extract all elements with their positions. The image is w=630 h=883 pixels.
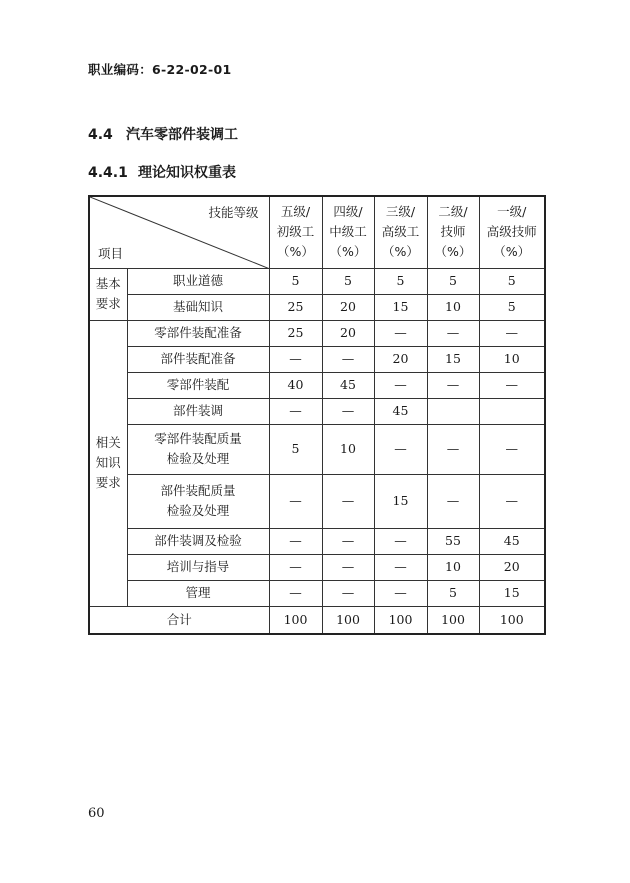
total-value: 100 [479,606,545,634]
corner-label-item: 项目 [98,245,124,261]
cell-value: — [322,528,374,554]
row-item: 部件装调 [127,398,269,424]
cell-value: — [427,424,479,474]
cell-value: — [269,528,322,554]
cell-value: 15 [479,580,545,606]
level-header-4: 四级/ 中级工 （%） [322,196,374,268]
cell-value: — [427,372,479,398]
cell-value: 25 [269,320,322,346]
cell-value: 10 [427,294,479,320]
cell-value: — [479,474,545,528]
cell-value: — [427,320,479,346]
total-value: 100 [322,606,374,634]
table-row [89,424,545,474]
cell-value: 5 [374,268,427,294]
corner-label-level: 技能等级 [208,205,259,220]
table-corner-cell [89,196,269,268]
cell-value: 20 [479,554,545,580]
section-title: 汽车零部件装调工 [126,127,238,143]
cell-value: 15 [374,294,427,320]
cell-value: 45 [479,528,545,554]
cell-value: 10 [479,346,545,372]
section-heading [88,124,238,144]
row-item: 零部件装配 [127,372,269,398]
cell-value: — [374,528,427,554]
cell-value: — [479,424,545,474]
level-header-2: 二级/ 技师 （%） [427,196,479,268]
cell-value: — [322,346,374,372]
cell-value: — [374,424,427,474]
section-number: 4.4 [88,127,113,143]
cell-value: — [269,580,322,606]
row-item: 职业道德 [127,268,269,294]
table-total-row [89,606,545,634]
cell-value: — [322,580,374,606]
cell-value: — [269,474,322,528]
cell-value: 5 [269,268,322,294]
cell-value: — [374,580,427,606]
cell-value: — [427,474,479,528]
cell-value: — [269,554,322,580]
total-value: 100 [269,606,322,634]
total-value: 100 [374,606,427,634]
cell-value: 20 [322,320,374,346]
level-header-1: 一级/ 高级技师 （%） [479,196,545,268]
cell-value: 45 [374,398,427,424]
cell-value: — [374,320,427,346]
cell-value: — [374,372,427,398]
total-label: 合计 [89,606,269,634]
table-row [89,320,545,346]
row-item: 零部件装配质量 检验及处理 [127,424,269,474]
cell-value: 10 [427,554,479,580]
row-item: 基础知识 [127,294,269,320]
total-value: 100 [427,606,479,634]
level-header-5: 五级/ 初级工 （%） [269,196,322,268]
row-item: 部件装配准备 [127,346,269,372]
cell-value: — [479,372,545,398]
cell-value: — [322,398,374,424]
cell-value [479,398,545,424]
level-header-3: 三级/ 高级工 （%） [374,196,427,268]
cell-value: 20 [374,346,427,372]
cell-value: — [322,474,374,528]
page-number: 60 [88,806,105,821]
cell-value: 20 [322,294,374,320]
cell-value: 15 [427,346,479,372]
group-label-related: 相关 知识 要求 [89,320,127,606]
row-item: 零部件装配准备 [127,320,269,346]
cell-value: 5 [269,424,322,474]
cell-value: — [269,398,322,424]
cell-value [427,398,479,424]
cell-value: — [374,554,427,580]
table-row [89,554,545,580]
table-header-row [89,196,545,268]
cell-value: 5 [427,580,479,606]
cell-value: — [322,554,374,580]
table-row [89,474,545,528]
table-row [89,398,545,424]
cell-value: 5 [322,268,374,294]
cell-value: 55 [427,528,479,554]
cell-value: — [269,346,322,372]
cell-value: 40 [269,372,322,398]
cell-value: 5 [479,294,545,320]
cell-value: 5 [479,268,545,294]
occupation-code: 职业编码：6-22-02-01 [88,62,232,77]
table-row [89,580,545,606]
row-item: 部件装配质量 检验及处理 [127,474,269,528]
cell-value: 10 [322,424,374,474]
subsection-heading [88,162,236,182]
cell-value: 5 [427,268,479,294]
weight-table [88,195,546,635]
table-row [89,528,545,554]
table-row [89,268,545,294]
row-item: 管理 [127,580,269,606]
table-row [89,346,545,372]
cell-value: 45 [322,372,374,398]
table-row [89,372,545,398]
subsection-title: 理论知识权重表 [138,165,236,181]
subsection-number: 4.4.1 [88,165,128,181]
cell-value: — [479,320,545,346]
group-label-basic: 基本 要求 [89,268,127,320]
cell-value: 25 [269,294,322,320]
row-item: 部件装调及检验 [127,528,269,554]
table-row [89,294,545,320]
row-item: 培训与指导 [127,554,269,580]
cell-value: 15 [374,474,427,528]
